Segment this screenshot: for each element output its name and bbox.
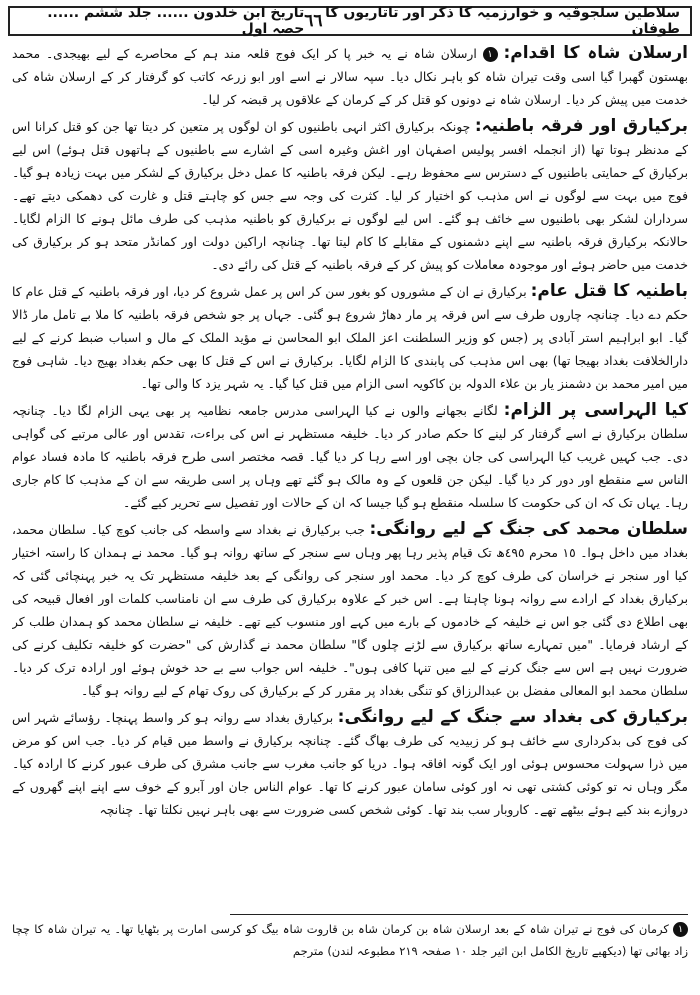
section-heading: ارسلان شاہ کا اقدام:: [503, 43, 688, 63]
footnote-marker[interactable]: ١: [483, 47, 498, 62]
section-arslan-shah: [12, 42, 688, 112]
section-heading: برکیارق کی بغداد سے جنگ کے لیے روانگی:: [337, 707, 688, 727]
footnote-divider: [230, 914, 688, 915]
section-text: برکیارق بغداد سے روانہ ہو کر واسط پہنچا۔ رؤسائے شہر اس کی فوج کی بدکرداری سے خائف ہو کر زبیدیہ کی طرف بھاگ گئے۔ چنانچہ برکیارق نے واسط میں قیام کر دیا۔ جب اس کو مرض میں ذرا سہولت محسوس ہوئی اور ایک گونہ افاقہ ہوا۔ دریا کو جانب مغرب سے جانب مشرق کی طرف عبور کرنے کا ارادہ کیا۔ مگر وہاں نہ تو کوئی کشتی تھی نہ اور کوئی سامان عبور کرنے کا تھا۔ عوام الناس جان اور آبرو کے خوف سے اپنے اپنے گھروں کے دروازے بند کیے ہوئے بیٹھے تھے۔ کاروبار سب بند تھا۔ کوئی شخص کسی ضرورت سے بھی باہر نہیں نکلتا تھا۔ چنانچہ: [12, 711, 688, 817]
section-sultan-muhammad-departure: [12, 518, 688, 703]
section-text: چونکہ برکیارق اکثر انہی باطنیوں کو ان لوگوں پر متعین کر دیتا تھا جن کو قتل کرانا اس کے مدنظر ہوتا تھا (از انجملہ افسر پولیس اصفہان اور اغش وغیرہ اسی کے اشارے سے باطنیوں کے ہاتھوں قتل ہوئے) اس لیے برکیارق کے حمایتی باطنیوں کے دسترس سے محفوظ رہے۔ لیکن فرقہ باطنیہ کا عمل دخل برکیارق کے لشکر میں بہت زیادہ ہو گیا۔ فوج میں بہت سے لوگوں نے اس مذہب کو اختیار کر لیا۔ کثرت کی وجہ سے جس کو چاہتے قتل و غارت کی دھمکی دیتے تھے۔ سرداران لشکر بھی باطنیوں سے خائف ہو گئے۔ اس لیے لوگوں نے برکیارق کو باطنیہ مذہب کی طرف مائل ہونے کا الزام لگایا۔ حالانکہ برکیارق فرقہ باطنیہ سے اپنے دشمنوں کے مقابلے کا کام لیتا تھا۔ چنانچہ اراکین دولت اور کمانڈر متحد ہو کر برکیارق کی خدمت میں حاضر ہوئے اور موجودہ معاملات کو پیش کر کے فرقہ باطنیہ کے قتل کی رائے دی۔: [12, 120, 688, 272]
section-text: ارسلان شاہ نے یہ خبر پا کر ایک فوج قلعہ مند ہم کے محاصرے کے لیے بھیجدی۔ محمد بھستون گھبرا گیا اسی وقت تیران شاہ کو باہر نکال دیا۔ سپہ سالار نے اسے اور ابو زرعہ کاتب کو گرفتار کر کے ارسلان شاہ کی خدمت میں پیش کر دیا۔ ارسلان شاہ نے دونوں کو قتل کر کے کرمان کے علاقوں پر قبضہ کر لیا۔: [12, 47, 688, 107]
book-title: تاریخ ابن خلدون ...... جلد ششم ...... حصہ اول: [47, 5, 305, 37]
section-barkiyaruq-departure: [12, 706, 688, 822]
section-barkiyaruq-batiniyya: [12, 115, 688, 277]
footnote-text: کرمان کی فوج نے تیران شاہ کے بعد ارسلان شاہ بن کرمان شاہ بن قاروت شاہ بیگ کو کرسی امارت پر بٹھایا تھا۔ یہ تیران شاہ کا چچا زاد بھائی تھا (دیکھیے تاریخ الکامل ابن اثیر جلد ١٠ صفحہ ٢١٩ مطبوعہ لندن) مترجم: [12, 922, 688, 958]
chapter-title: سلاطین سلجوقیہ و خوارزمیہ کا ذکر اور تاتاریوں کا طوفان: [325, 5, 680, 37]
section-text: برکیارق نے ان کے مشوروں کو بغور سن کر اس پر عمل شروع کر دیا، اور فرقہ باطنیہ کے قتل عام کا حکم دے دیا۔ چنانچہ چاروں طرف سے اس فرقہ پر مار دھاڑ شروع ہو گئی۔ جہاں پر جو شخص فرقہ باطنیہ کا ملا بے تامل مار ڈالا گیا۔ ابو ابراہیم استر آبادی پر (جس کو وزیر السلطنت اعز الملک ابو المحاسن نے مؤید الملک کے مال و اسباب ضبط کرنے کے لیے دارالخلافت بغداد بھیجا تھا) بھی اس مذہب کی پابندی کا الزام لگایا۔ برکیارق نے اس کے قتل کا بھی حکم بغداد بھیج دیا۔ شاہی فوج میں امیر محمد بن دشمنز یار بن علاء الدولہ بن کاکویہ اسی الزام میں قتل کیا گیا۔ یہ شہر یزد کا والی تھا۔: [12, 285, 688, 391]
footnote: [12, 918, 688, 962]
page-number: ٦٦: [304, 11, 323, 31]
section-heading: کیا الہراسی پر الزام:: [503, 400, 688, 420]
footnote-number: ١: [673, 922, 688, 937]
section-harrasi-accusation: [12, 399, 688, 515]
section-heading: باطنیہ کا قتل عام:: [530, 281, 688, 301]
section-batiniyya-massacre: [12, 280, 688, 396]
page-header: [8, 6, 692, 36]
page-content: [12, 42, 688, 911]
section-text: جب برکیارق نے بغداد سے واسطہ کی جانب کوچ کیا۔ سلطان محمد، بغداد میں داخل ہوا۔ ١٥ محرم ٤٩٥ھ تک قیام پذیر رہا پھر وہاں سے سنجر کے ساتھ روانہ ہو گیا۔ محمد نے ہمدان کا راستہ اختیار کیا اور سنجر نے خراسان کی طرف کوچ کر دیا۔ محمد اور سنجر کی روانگی کے بعد خلیفہ مستظہر تک یہ خبر پہنچائی گئی کہ برکیارق بغداد کے ارادے سے روانہ ہونا چاہتا ہے۔ اس خبر کے علاوہ برکیارق کی طرف سے ان نامناسب کلمات اور افعال قبیحہ کی بھی اطلاع دی گئی جو اس نے خلیفہ کے خادموں کے بارے میں کہے اور منسوب کیے تھے۔ خلیفہ نے سلطان محمد کو ہمدان طلب کر کے ارشاد فرمایا۔ "میں تمہارے ساتھ برکیارق سے لڑنے چلوں گا" سلطان محمد نے گذارش کی "حضرت کو خلیفہ تکلیف کرنے کی ضرورت نہیں ہے اس سے جنگ کرنے کے لیے میں تنہا کافی ہوں"۔ خلیفہ اس جواب سے بے حد خوش ہوئے اور ارادہ ترک کر دیا۔ سلطان محمد ابو المعالی مفضل بن عبدالرزاق کو تنگی بغداد پر مقرر کر کے برکیارق کی روک تھام کے لیے روانہ ہو گیا۔: [12, 523, 688, 698]
section-heading: برکیارق اور فرقہ باطنیہ:: [474, 116, 688, 136]
section-text: لگانے بجھانے والوں نے کیا الہراسی مدرس جامعہ نظامیہ پر بھی یہی الزام لگا دیا۔ چنانچہ سلطان برکیارق نے اسے گرفتار کر لینے کا حکم صادر کر دیا۔ خلیفہ مستظہر نے اس کی براءت، تقدس اور عالی مرتبے کی گواہی دی۔ جب کہیں غریب کیا الہراسی کی جان بچی اور اسے رہا کر دیا گیا۔ قصہ مختصر اسی طرح فرقہ باطنیہ کا مادہ فساد عوام الناس سے منقطع اور دور کر دیا گیا۔ لیکن جن قلعوں کے وہ مالک ہو گئے تھے وہاں پر اسی طریقہ سے ان کے مذہب کا کام جاری رہا۔ یہاں تک کہ ان کی حکومت کا سلسلہ منقطع ہو گیا جیسا کہ ان کے حالات اور تفصیل سے تحریر کیے گئے۔: [12, 404, 688, 510]
section-heading: سلطان محمد کی جنگ کے لیے روانگی:: [369, 519, 688, 539]
